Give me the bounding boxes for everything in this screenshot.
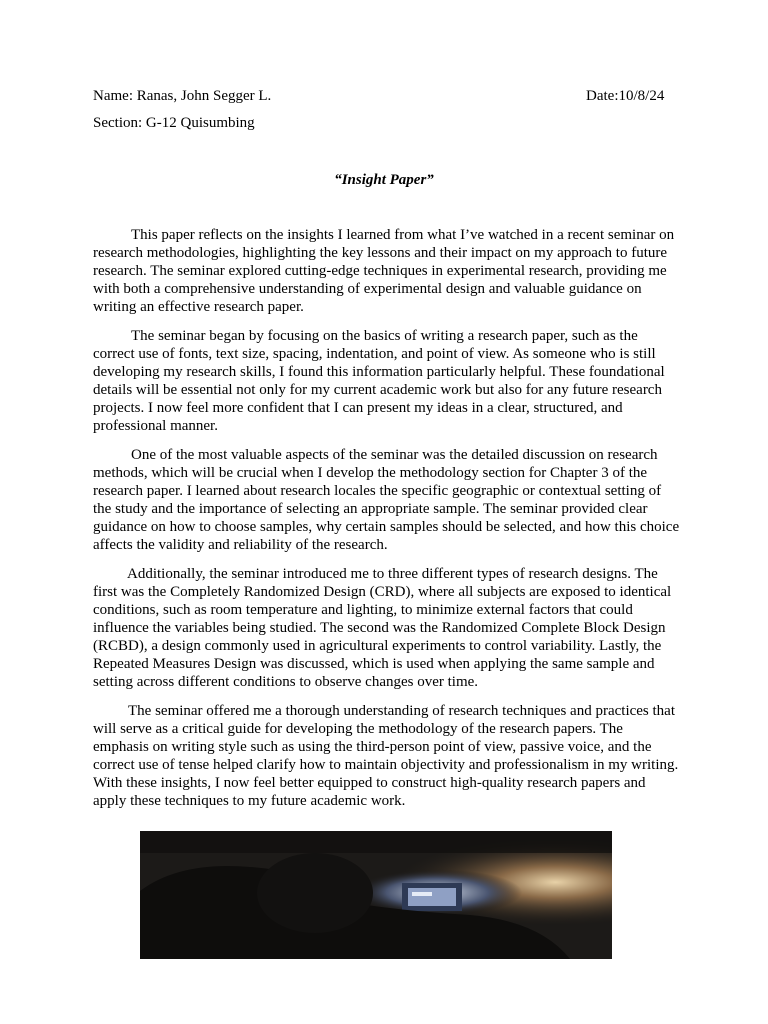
paragraph: The seminar began by focusing on the basics of writing a research paper, such as the correct use of fonts, text size, spacing, indentation, and point of view. As someone who is still developing my research skills, I found this information particularly helpful. These foundational details will be essential not only for my current academic work but also for any future research projects. I now feel more confident that I can present my ideas in a clear, structured, and professional manner.	[93, 328, 665, 434]
seminar-photo	[140, 831, 612, 959]
student-name: Name: Ranas, John Segger L.	[93, 88, 272, 104]
paper-body	[93, 226, 681, 821]
paragraph: Additionally, the seminar introduced me to three different types of research designs. The first was the Completely Randomized Design (CRD), where all subjects are exposed to identical conditions, such as room temperature and lighting, to minimize external factors that could influence the variables being studied. The second was the Randomized Complete Block Design (RCBD), a design commonly used in agricultural experiments to control variability. Lastly, the Repeated Measures Design was discussed, which is used when applying the same sample and setting across different conditions to observe changes over time.	[93, 566, 672, 690]
paragraph: This paper reflects on the insights I learned from what I’ve watched in a recent seminar on research methodologies, highlighting the key lessons and their impact on my approach to future research. The seminar explored cutting-edge techniques in experimental research, providing me with both a comprehensive understanding of experimental design and valuable guidance on writing an effective research paper.	[93, 227, 675, 315]
paragraph: The seminar offered me a thorough understanding of research techniques and practices that will serve as a critical guide for developing the methodology of the research papers. The emphasis on writing style such as using the third-person point of view, passive voice, and the correct use of tense helped clarify how to maintain objectivity and professionalism in my writing. With these insights, I now feel better equipped to construct high-quality research papers and apply these techniques to my future academic work.	[93, 703, 679, 809]
paper-title: “Insight Paper”	[334, 172, 434, 188]
photo-image	[140, 831, 612, 959]
student-section: Section: G-12 Quisumbing	[93, 115, 255, 131]
paper-date: Date:10/8/24	[586, 88, 665, 104]
paragraph: One of the most valuable aspects of the seminar was the detailed discussion on research methods, which will be crucial when I develop the methodology section for Chapter 3 of the research paper. I learned about research locales the specific geographic or contextual setting of the study and the importance of selecting an appropriate sample. The seminar provided clear guidance on how to choose samples, why certain samples should be selected, and how this choice affects the validity and reliability of the research.	[93, 447, 680, 553]
